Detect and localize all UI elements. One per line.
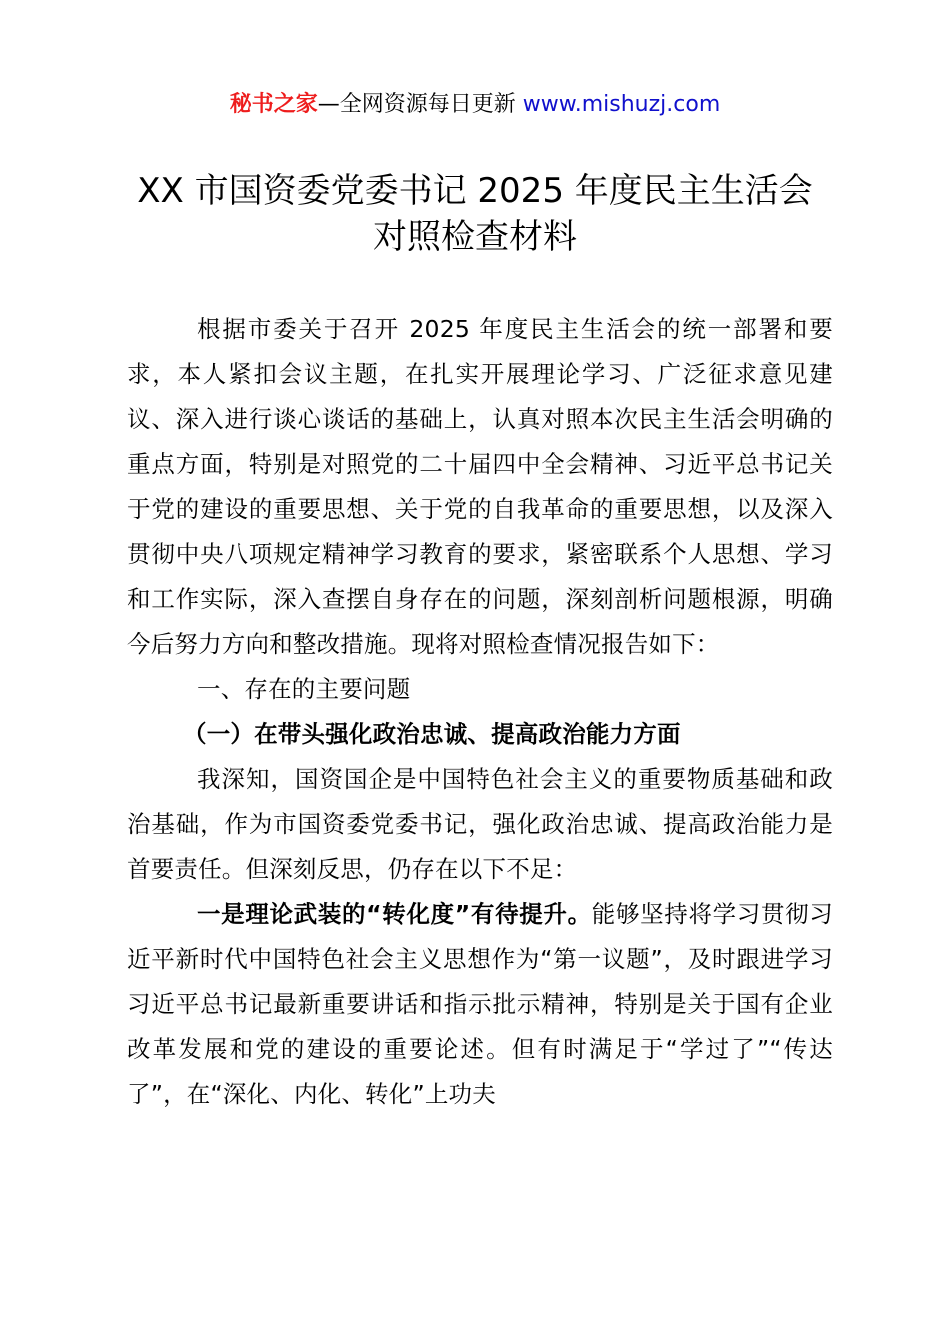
header-tagline: —全网资源每日更新 (317, 92, 516, 117)
title-line-2: 对照检查材料 (373, 217, 577, 257)
subsection-heading-1 (127, 712, 833, 757)
site-header (0, 90, 950, 120)
point-1-lead: 一是理论武装的“转化度”有待提升。 (197, 900, 592, 928)
point-1-text: 能够坚持将学习贯彻习近平新时代中国特色社会主义思想作为“第一议题”，及时跟进学习习近平总书记最新重要讲话和指示批示精神，特别是关于国有企业改革发展和党的建设的重要论述。但有时满足于“学过了”“传达了”，在“深化、内化、转化”上功夫 (127, 900, 834, 1108)
section-heading-1: 一、存在的主要问题 (197, 675, 411, 703)
title-line-1: XX 市国资委党委书记 2025 年度民主生活会 (137, 171, 813, 211)
document-body (127, 307, 833, 1117)
intro-paragraph: 根据市委关于召开 2025 年度民主生活会的统一部署和要求，本人紧扣会议主题，在扎实开展理论学习、广泛征求意见建议、深入进行谈心谈话的基础上，认真对照本次民主生活会明确的重点方面，特别是对照党的二十届四中全会精神、习近平总书记关于党的建设的重要思想、关于党的自我革命的重要思想，以及深入贯彻中央八项规定精神学习教育的要求，紧密联系个人思想、学习和工作实际，深入查摆自身存在的问题，深刻剖析问题根源，明确今后努力方向和整改措施。现将对照检查情况报告如下： (127, 315, 833, 658)
brand-name: 秘书之家 (229, 92, 318, 117)
document-title (0, 168, 950, 260)
paragraph-2: 我深知，国资国企是中国特色社会主义的重要物质基础和政治基础，作为市国资委党委书记，强化政治忠诚、提高政治能力是首要责任。但深刻反思，仍存在以下不足： (127, 765, 833, 883)
point-1-paragraph (127, 892, 833, 1117)
subsection-heading-text: （一）在带头强化政治忠诚、提高政治能力方面 (183, 720, 681, 748)
site-link[interactable]: www.mishuzj.com (522, 92, 721, 117)
